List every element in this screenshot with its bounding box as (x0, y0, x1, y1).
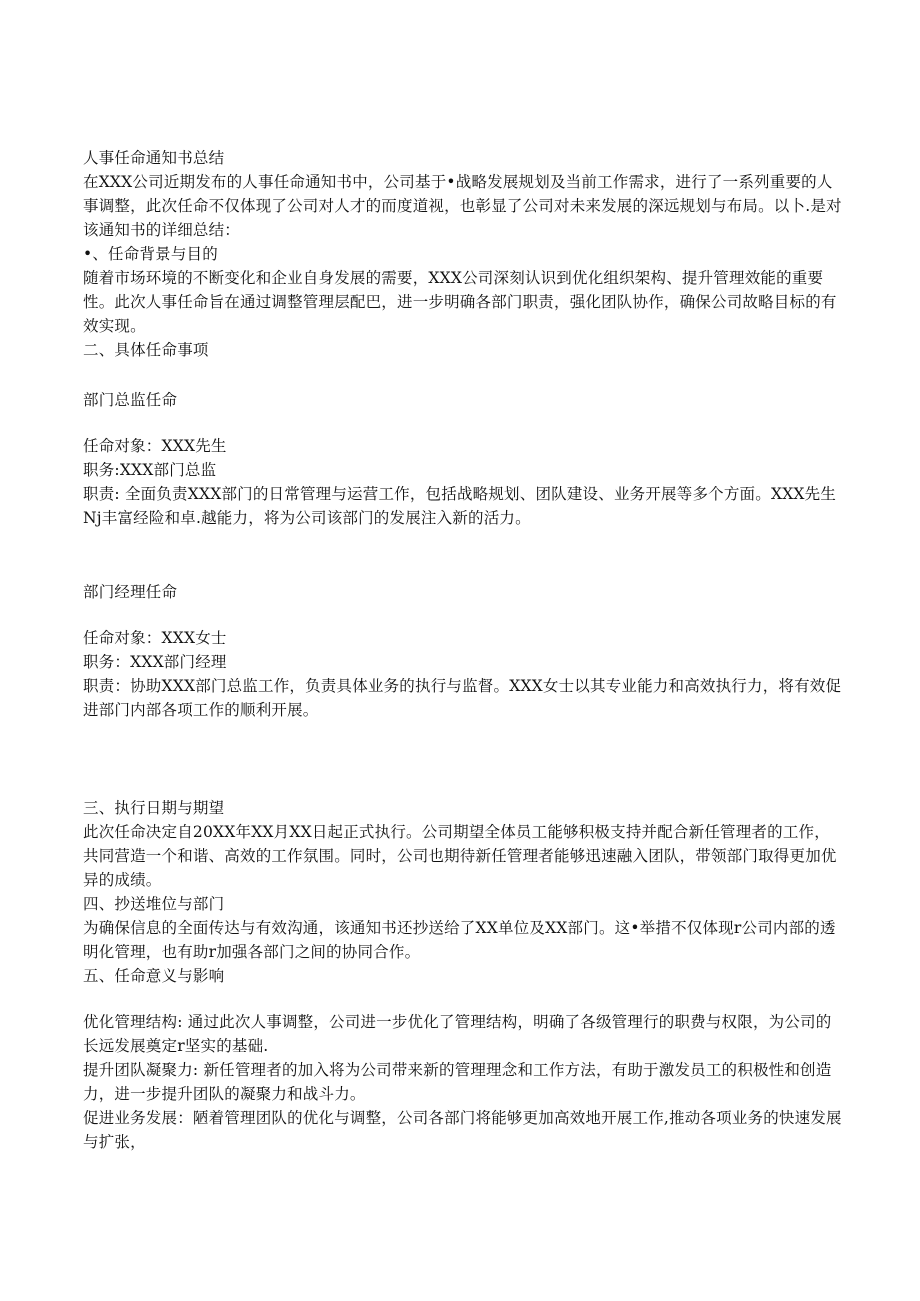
director-position: 职务:XXX部门总监 (83, 461, 217, 479)
section-1-body: 随着市场环境的不断变化和企业自身发展的需要，XXX公司深刻认识到优化组织架构、提升管理效能的重要性。此次人事任命旨在通过调整管理层配巴，进一步明确各部门职责，强化团队协作，确保公司故略目标的有效实现。 (83, 269, 837, 335)
section-3-body: 此次任命决定自20XX年XX月XX日起正式执行。公司期望全体员工能够积极支持并配合新任管理者的工作，共同营造一个和谐、高效的工作氛围。同时，公司也期待新任管理者能够迅速融入团队，带领部门取得更加优异的成绩。 (83, 823, 837, 889)
section-4-body: 为确保信息的全面传达与有效沟通，该通知书还抄送给了XX单位及XX部门。这•举措不仅体现r公司内部的透明化管理，也有助r加强各部门之间的协同合作。 (83, 919, 836, 961)
document-page (83, 146, 843, 1154)
director-appointment-heading: 部门总监任命 (83, 391, 178, 409)
manager-appointment-heading: 部门经理任命 (83, 583, 178, 601)
director-target: 任命对象：XXX先生 (83, 437, 227, 455)
manager-target: 任命对象：XXX女士 (83, 629, 227, 647)
section-4-heading: 四、抄送堆位与部门 (83, 895, 225, 913)
impact-item-cohesion: 提升团队凝聚力: 新任管理者的加入将为公司带来新的管理理念和工作方法，有助于激发员工的积极性和创造力，进一步提升团队的凝聚力和战斗力。 (83, 1061, 832, 1103)
section-3-heading: 三、执行日期与期望 (83, 799, 225, 817)
section-5-heading: 五、任命意义与影响 (83, 967, 225, 985)
intro-paragraph: 在XXX公司近期发布的人事任命通知书中，公司基于•战略发展规划及当前工作需求，进行了一系列重要的人事调整，此次任命不仅体现了公司对人才的而度道视，也彰显了公司对未来发展的深远规划与布局。以卜.是对该通知书的详细总结： (83, 173, 842, 239)
section-2-heading: 二、具体任命事项 (83, 341, 209, 359)
document-title: 人事任命通知书总结 (83, 149, 225, 167)
manager-duty: 职责：协助XXX部门总监工作，负责具体业务的执行与监督。XXX女士以其专业能力和高效执行力，将有效促进部门内部各项工作的顺利开展。 (83, 677, 842, 719)
director-duty: 职责: 全面负责XXX部门的日常管理与运营工作，包括战略规划、团队建设、业务开展等多个方面。XXX先生Nj丰富经险和卓.越能力，将为公司该部门的发展注入新的活力。 (83, 485, 837, 527)
manager-position: 职务：XXX部门经理 (83, 653, 227, 671)
section-1-heading: •、任命背景与目的 (83, 245, 218, 263)
impact-item-management: 优化管理结构: 通过此次人事调整，公司进一步优化了管理结构，明确了各级管理行的职费与权限，为公司的长远发展奠定r坚实的基础. (83, 1013, 832, 1055)
impact-item-business: 促进业务发展：陋着管理团队的优化与调整，公司各部门将能够更加高效地开展工作,推动各项业务的快速发展与扩张， (83, 1109, 842, 1151)
